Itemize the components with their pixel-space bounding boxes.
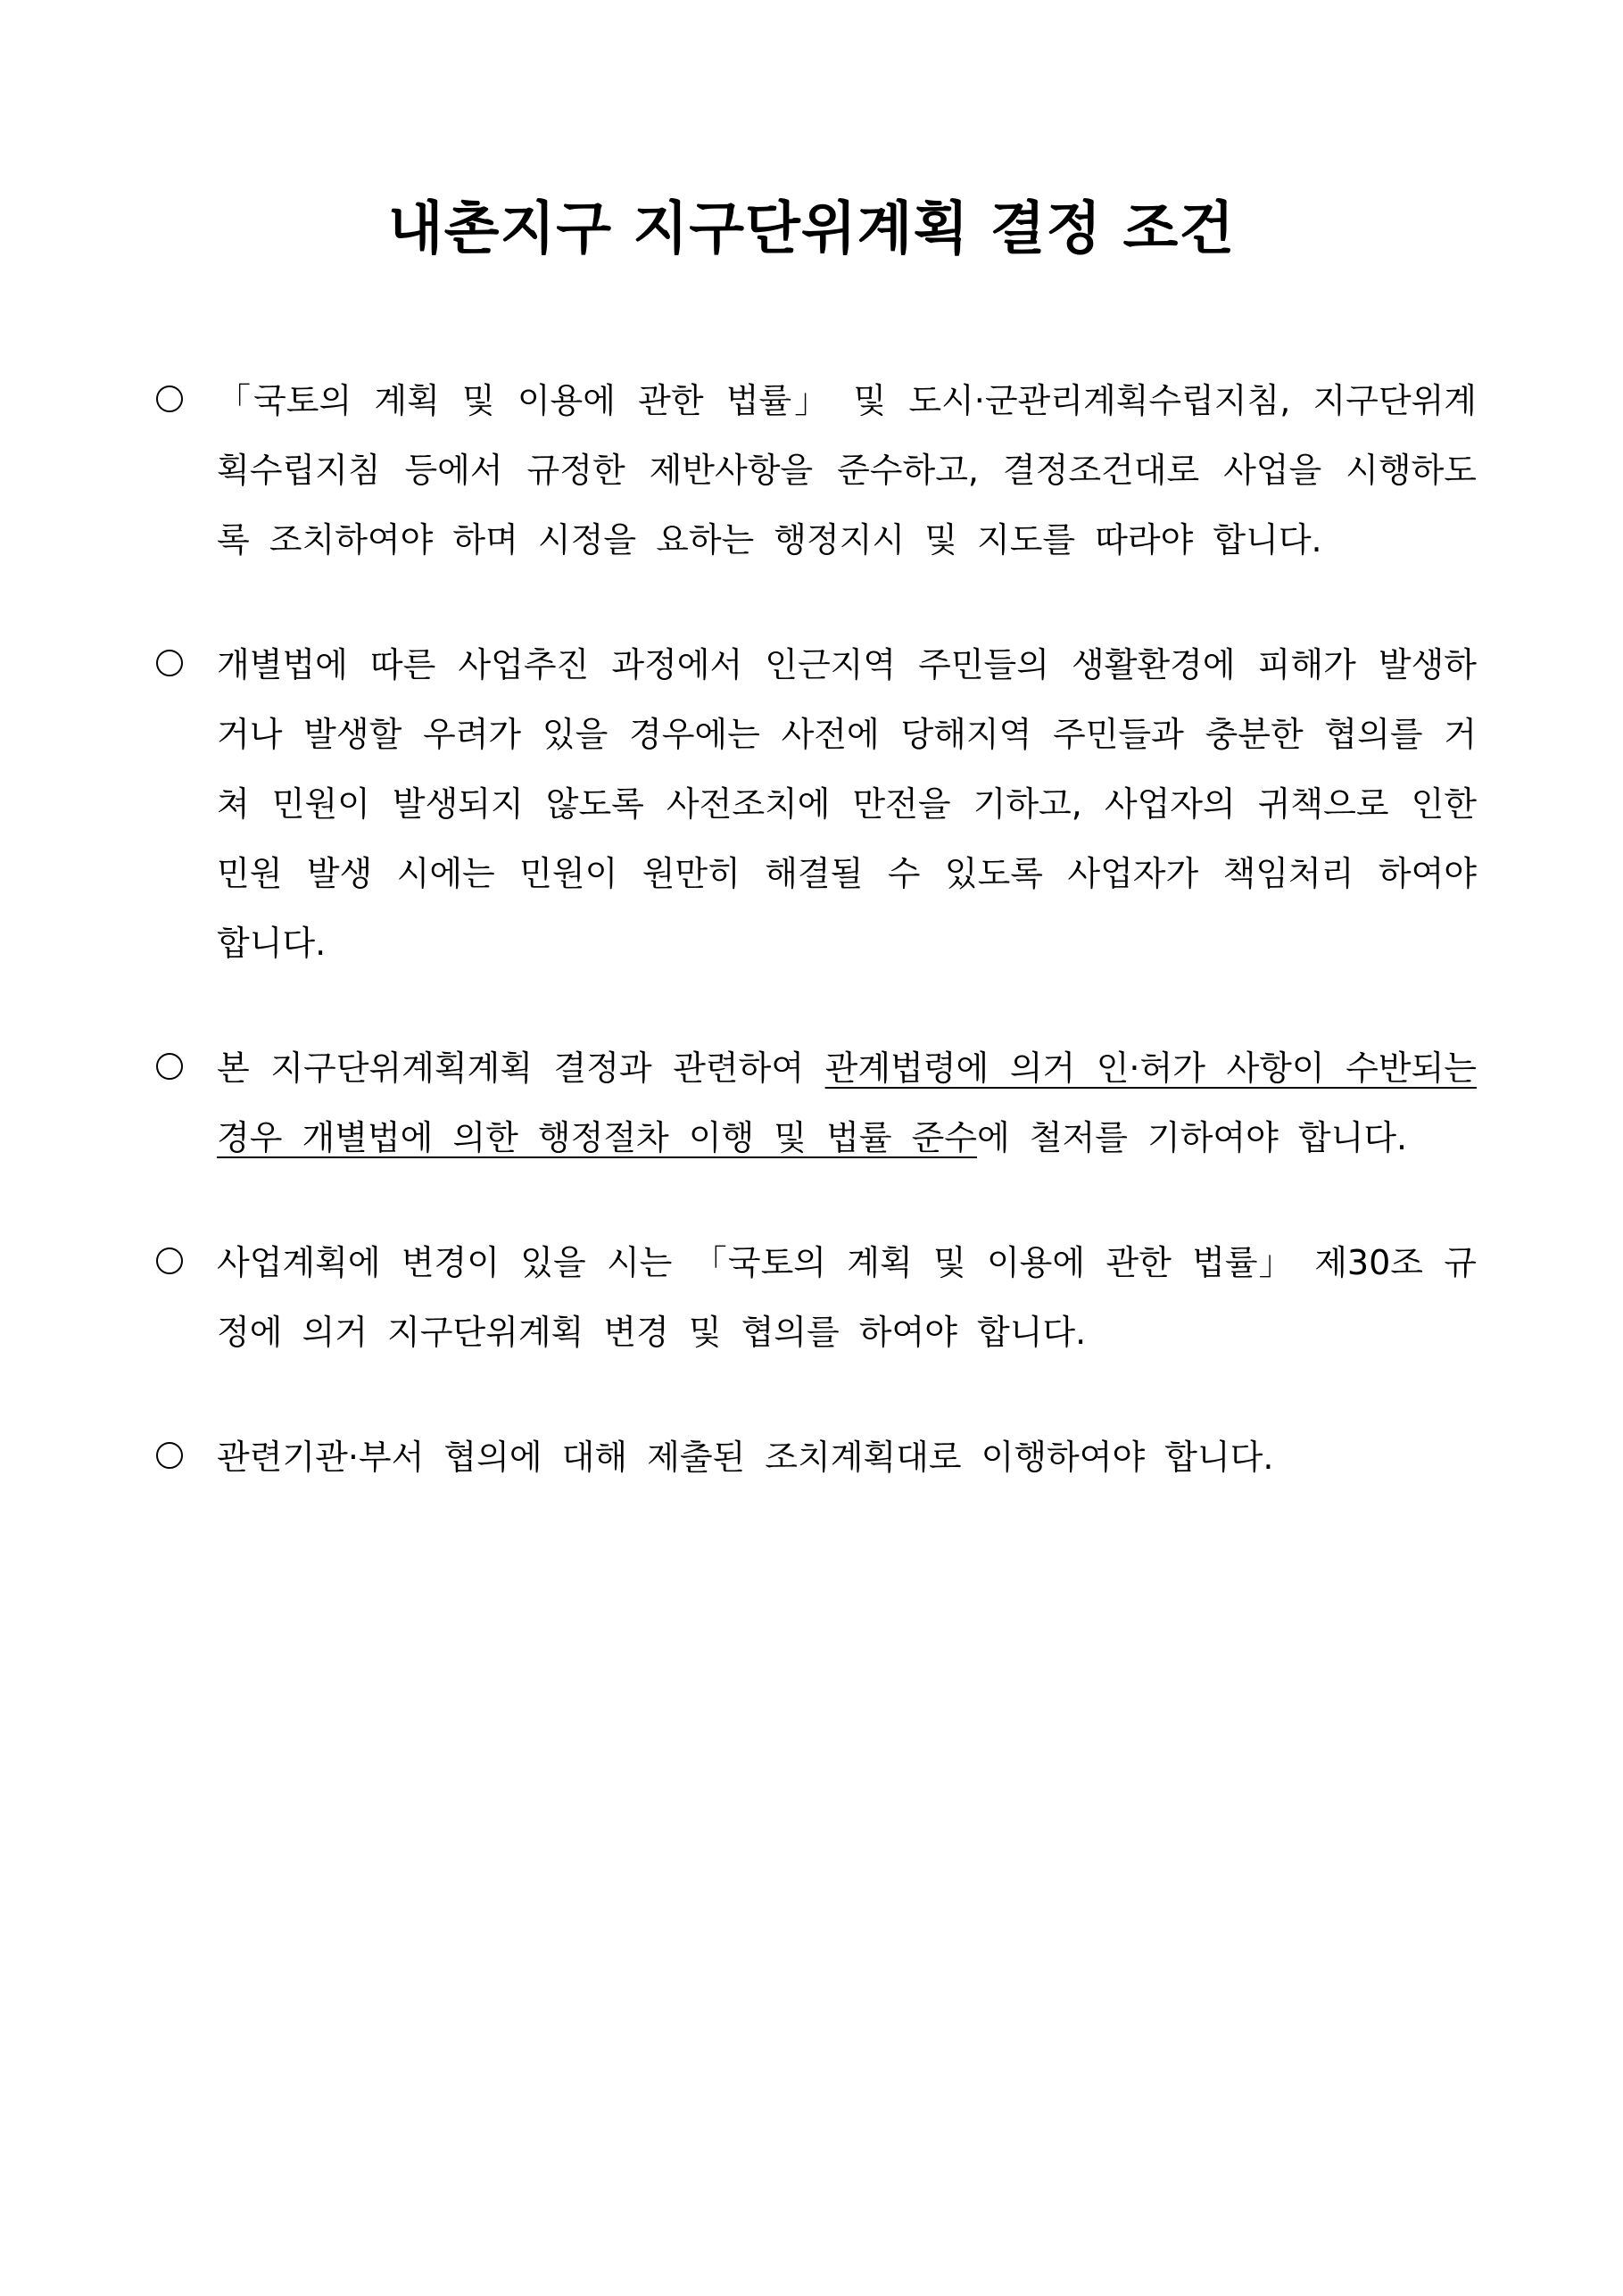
item-text: 사업계획에 변경이 있을 시는 「국토의 계획 및 이용에 관한 법률」 제30조 규정에 의거 지구단위계획 변경 및 협의를 하여야 합니다. bbox=[217, 1243, 1477, 1352]
circle-bullet-icon bbox=[156, 385, 183, 412]
list-item bbox=[156, 1228, 1477, 1367]
item-text-after: 에 철저를 기하여야 합니다. bbox=[977, 1118, 1408, 1157]
circle-bullet-icon bbox=[156, 1247, 183, 1274]
circle-bullet-icon bbox=[156, 650, 183, 676]
list-item bbox=[156, 366, 1477, 575]
list-item bbox=[156, 1033, 1477, 1173]
list-item bbox=[156, 1422, 1477, 1492]
item-text-underlined: 관계법령에 의거 인·허가 사항이 수반되는 경우 개별법에 의한 행정절차 이행 및 법률 준수 bbox=[217, 1049, 1477, 1157]
list-item bbox=[156, 630, 1477, 978]
page-title: 내촌지구 지구단위계획 결정 조건 bbox=[387, 196, 1236, 262]
circle-bullet-icon bbox=[156, 1442, 183, 1469]
item-text-before: 본 지구단위계획계획 결정과 관련하여 bbox=[217, 1049, 825, 1088]
item-text: 개별법에 따른 사업추진 과정에서 인근지역 주민들의 생활환경에 피해가 발생하거나 발생할 우려가 있을 경우에는 사전에 당해지역 주민들과 충분한 협의를 거쳐 민원이 발생되지 않도록 사전조치에 만전을 기하고, 사업자의 귀책으로 인한 민원 발생 시에는 민원이 원만히 해결될 수 있도록 사업자가 책임처리 하여야 합니다. bbox=[217, 645, 1477, 963]
item-text: 관련기관·부서 협의에 대해 제출된 조치계획대로 이행하여야 합니다. bbox=[217, 1438, 1274, 1477]
item-text: 「국토의 계획 및 이용에 관한 법률」 및 도시·군관리계획수립지침, 지구단위계획수립지침 등에서 규정한 제반사항을 준수하고, 결정조건대로 사업을 시행하도록 조치하여야 하며 시정을 요하는 행정지시 및 지도를 따라야 합니다. bbox=[217, 381, 1477, 559]
conditions-list bbox=[156, 366, 1477, 1547]
circle-bullet-icon bbox=[156, 1053, 183, 1080]
